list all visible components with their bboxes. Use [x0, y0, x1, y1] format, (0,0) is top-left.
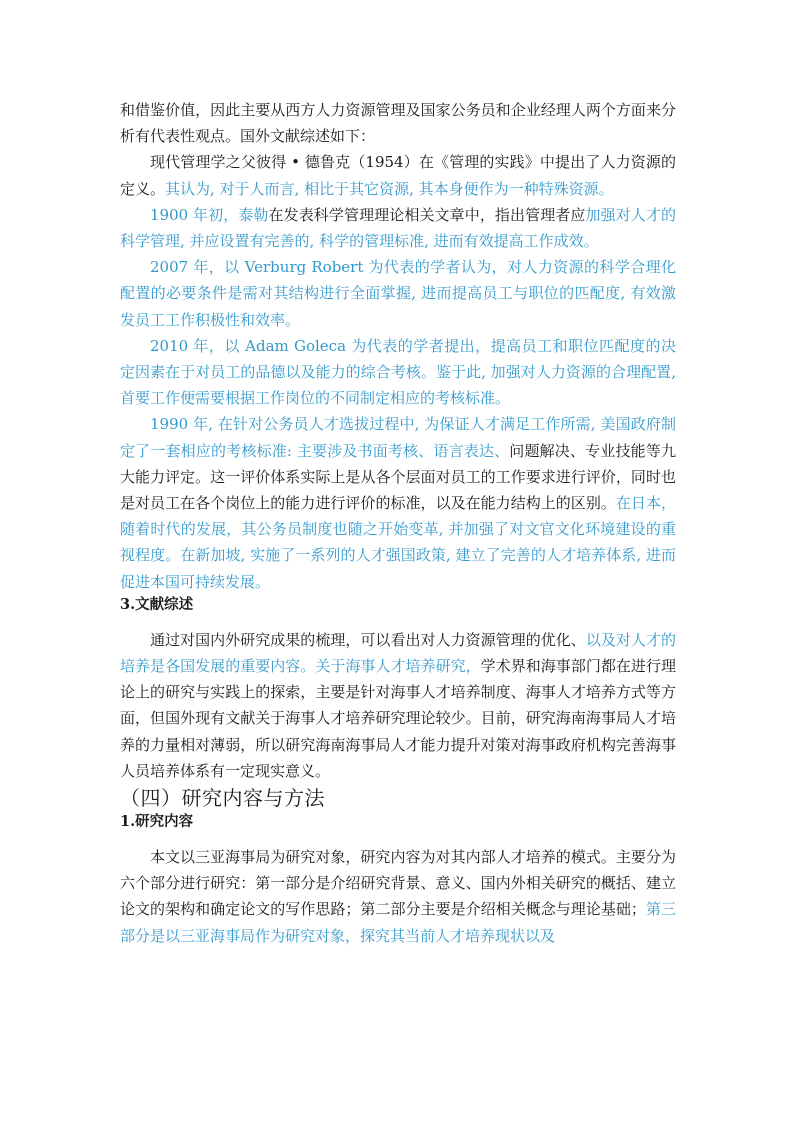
- highlighted-text: 其认为, 对于人而言, 相比于其它资源, 其本身便作为一种特殊资源。: [165, 179, 614, 198]
- text-span: 通过对国内外研究成果的梳理，可以看出对人力资源管理的优化、: [150, 630, 586, 649]
- paragraph-literature-summary: [120, 627, 676, 784]
- paragraph-drucker: [120, 149, 676, 201]
- highlighted-text: 2010 年，以 Adam Goleca 为代表的学者提出，提高员工和职位匹配度的决定因素在于对员工的品德以及能力的综合考核。鉴于此, 加强对人力资源的合理配置, 首要工作便需要根据工作岗位的不同制定相应的考核标准。: [120, 336, 676, 408]
- highlighted-text: 1990 年, 在针对公务员人才选拔过程中, 为保证人才满足工作所需, 美国政府制定了一套相应的考核标准: 主要涉及书面考核、语言表达、: [120, 415, 676, 460]
- text-span: 在发表科学管理理论相关文章中，指出管理者应: [268, 205, 586, 224]
- page-content: [120, 97, 676, 949]
- text-span: 问题解决、专业技能等九大能力评定。这一评价体系实际上是从各个层面对员工的工作要求进行评价，同时也是对员工在各个岗位上的能力进行评价的标准，以及在能力结构上的区别。: [120, 441, 676, 513]
- paragraph-research-content: [120, 844, 676, 949]
- highlighted-text: 以及对人才的培养是各国发展的重要内容。关于海事人才培养研究，: [120, 630, 676, 676]
- heading-section-four: （四）研究内容与方法: [120, 786, 325, 811]
- text-span: 学术界和海事部门都在进行理论上的研究与实践上的探索，主要是针对海事人才培养制度、海事人才培养方式等方面，但国外现有文献关于海事人才培养研究理论较少。目前，研究海南海事局人才培养的力量相对薄弱，所以研究海南海事局人才能力提升对策对海事政府机构完善海事人员培养体系有一定现实意义。: [120, 657, 676, 780]
- paragraph-usa-japan-singapore: [120, 411, 676, 594]
- text-span: 本文以三亚海事局为研究对象，研究内容为对其内部人才培养的模式。主要分为六个部分进行研究：第一部分是介绍研究背景、意义、国内外相关研究的概括、建立论文的架构和确定论文的写作思路；第二部分主要是介绍相关概念与理论基础；: [120, 848, 676, 919]
- paragraph-goleca: [120, 333, 676, 412]
- highlighted-text: 在日本，随着时代的发展，其公务员制度也随之开始变革, 并加强了对文官文化环境建设的重视程度。在新加坡, 实施了一系列的人才强国政策, 建立了完善的人才培养体系, 进而促进本国可持续发展。: [120, 494, 676, 591]
- highlighted-text: 第三部分是以三亚海事局作为研究对象，探究其当前人才培养现状以及: [120, 900, 676, 945]
- paragraph-taylor: [120, 202, 676, 254]
- highlighted-text: 2007 年，以 Verburg Robert 为代表的学者认为，对人力资源的科学合理化配置的必要条件是需对其结构进行全面掌握, 进而提高员工与职位的匹配度, 有效激发员工工作积极性和效率。: [120, 258, 676, 329]
- highlighted-text: 加强对人才的科学管理, 并应设置有完善的, 科学的管理标准, 进而有效提高工作成效。: [120, 205, 676, 251]
- heading-research-content: 1.研究内容: [120, 813, 194, 831]
- text-span: 现代管理学之父彼得 • 德鲁克（1954）在《管理的实践》中提出了人力资源的定义。: [120, 153, 676, 198]
- heading-literature-review: 3.文献综述: [120, 595, 194, 613]
- text-span: 和借鉴价值，因此主要从西方人力资源管理及国家公务员和企业经理人两个方面来分析有代表性观点。国外文献综述如下：: [120, 101, 676, 146]
- highlighted-text: 1900 年初，泰勒: [150, 205, 269, 224]
- paragraph-verburg: [120, 254, 676, 333]
- paragraph-intro: [120, 97, 676, 149]
